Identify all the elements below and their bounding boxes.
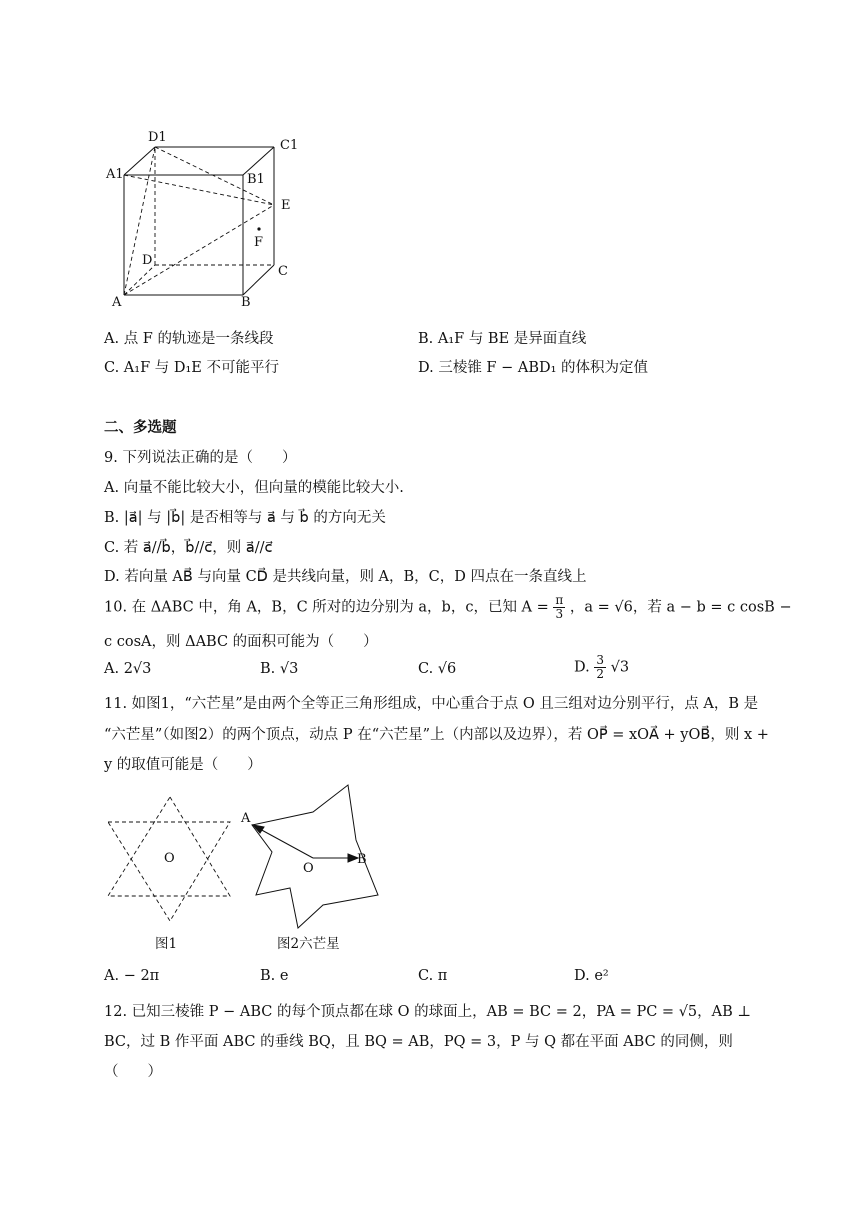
q11-option-d: D. e²: [574, 968, 609, 984]
edge-ad: [124, 265, 155, 295]
fig1-center-label: O: [164, 851, 175, 866]
label-a: A: [112, 295, 122, 310]
point-f: [257, 227, 260, 230]
line-ad1: [124, 147, 155, 295]
q10-option-c: C. √6: [418, 661, 457, 677]
label-a1: A1: [106, 167, 124, 182]
q11-line1: 11. 如图1，“六芒星”是由两个全等正三角形组成，中心重合于点 O 且三组对边分别平行，点 A，B 是: [104, 696, 759, 712]
q10-frac-den: 3: [555, 607, 564, 621]
fig2-caption: 图2六芒星: [277, 936, 340, 952]
q11-line2: “六芒星”（如图2）的两个顶点，动点 P 在“六芒星”上（内部以及边界），若 OP⃗ = xOA⃗ + yOB⃗，则 x +: [104, 727, 769, 743]
triangle-down: [108, 822, 230, 921]
label-f: F: [254, 235, 264, 250]
label-d1: D1: [148, 130, 167, 145]
vector-oa: [258, 828, 313, 858]
fig2-label-a: A: [241, 811, 251, 826]
fig2-label-b: B: [357, 852, 367, 867]
q10-d-fraction: [594, 654, 606, 681]
q10-d-prefix: D.: [574, 659, 590, 676]
hexagram-figure-2: [238, 780, 388, 930]
q10-stem-part2: ，a = √6，若 a − b = c cosB −: [569, 599, 792, 616]
q10-d-den: 2: [596, 667, 604, 681]
q9-option-c: C. 若 a⃗//b⃗，b⃗//c⃗，则 a⃗//c⃗: [104, 540, 273, 556]
q9-option-b: B. |a⃗| 与 |b⃗| 是否相等与 a⃗ 与 b⃗ 的方向无关: [104, 510, 386, 526]
q10-stem-line1: [104, 594, 792, 621]
section-heading: 二、多选题: [104, 419, 177, 436]
q12-line2: BC，过 B 作平面 ABC 的垂线 BQ，且 BQ = AB，PQ = 3，P 与 Q 都在平面 ABC 的同侧，则: [104, 1034, 733, 1050]
triangle-up: [108, 797, 230, 896]
q10-fraction: [553, 594, 565, 621]
q11-line3: y 的取值可能是（ ）: [104, 757, 262, 773]
edge-bc: [243, 265, 274, 295]
q9-option-a: A. 向量不能比较大小，但向量的模能比较大小.: [104, 480, 404, 496]
q8-option-b: B. A₁F 与 BE 是异面直线: [418, 331, 587, 347]
label-d: D: [142, 253, 153, 268]
q10-option-b: B. √3: [260, 661, 299, 677]
q11-option-c: C. π: [418, 968, 448, 984]
q10-d-num: 3: [596, 653, 604, 667]
q9-stem: 9. 下列说法正确的是（ ）: [104, 450, 297, 466]
label-c1: C1: [280, 138, 299, 153]
label-b1: B1: [247, 172, 265, 187]
line-ae: [124, 205, 274, 295]
fig1-caption: 图1: [155, 936, 178, 952]
q12-line1: 12. 已知三棱锥 P − ABC 的每个顶点都在球 O 的球面上，AB = BC = 2，PA = PC = √5，AB ⊥: [104, 1004, 752, 1020]
q10-frac-num: π: [555, 593, 564, 607]
cube-figure: [100, 125, 310, 310]
edge-b1c1: [243, 147, 274, 175]
label-c: C: [278, 264, 288, 279]
q8-option-d: D. 三棱锥 F − ABD₁ 的体积为定值: [418, 360, 649, 376]
q9-option-d: D. 若向量 AB⃗ 与向量 CD⃗ 是共线向量，则 A，B，C，D 四点在一条直线上: [104, 569, 587, 585]
q11-option-b: B. e: [260, 968, 289, 984]
fig2-label-o: O: [303, 861, 314, 876]
q8-option-c: C. A₁F 与 D₁E 不可能平行: [104, 360, 279, 376]
q8-option-a: A. 点 F 的轨迹是一条线段: [104, 331, 274, 347]
q10-stem-line2: c cosA，则 ΔABC 的面积可能为（ ）: [104, 634, 378, 650]
label-e: E: [281, 198, 291, 213]
q10-d-suffix: √3: [610, 659, 630, 676]
q11-option-a: A. − 2π: [104, 968, 160, 984]
q10-option-d: [574, 654, 629, 681]
q12-line3: （ ）: [104, 1064, 162, 1080]
q10-stem-part1: 10. 在 ΔABC 中，角 A，B，C 所对的边分别为 a，b，c，已知 A =: [104, 599, 549, 616]
q10-option-a: A. 2√3: [104, 661, 152, 677]
hexagram-figure-1: [100, 790, 240, 930]
label-b: B: [241, 295, 251, 310]
